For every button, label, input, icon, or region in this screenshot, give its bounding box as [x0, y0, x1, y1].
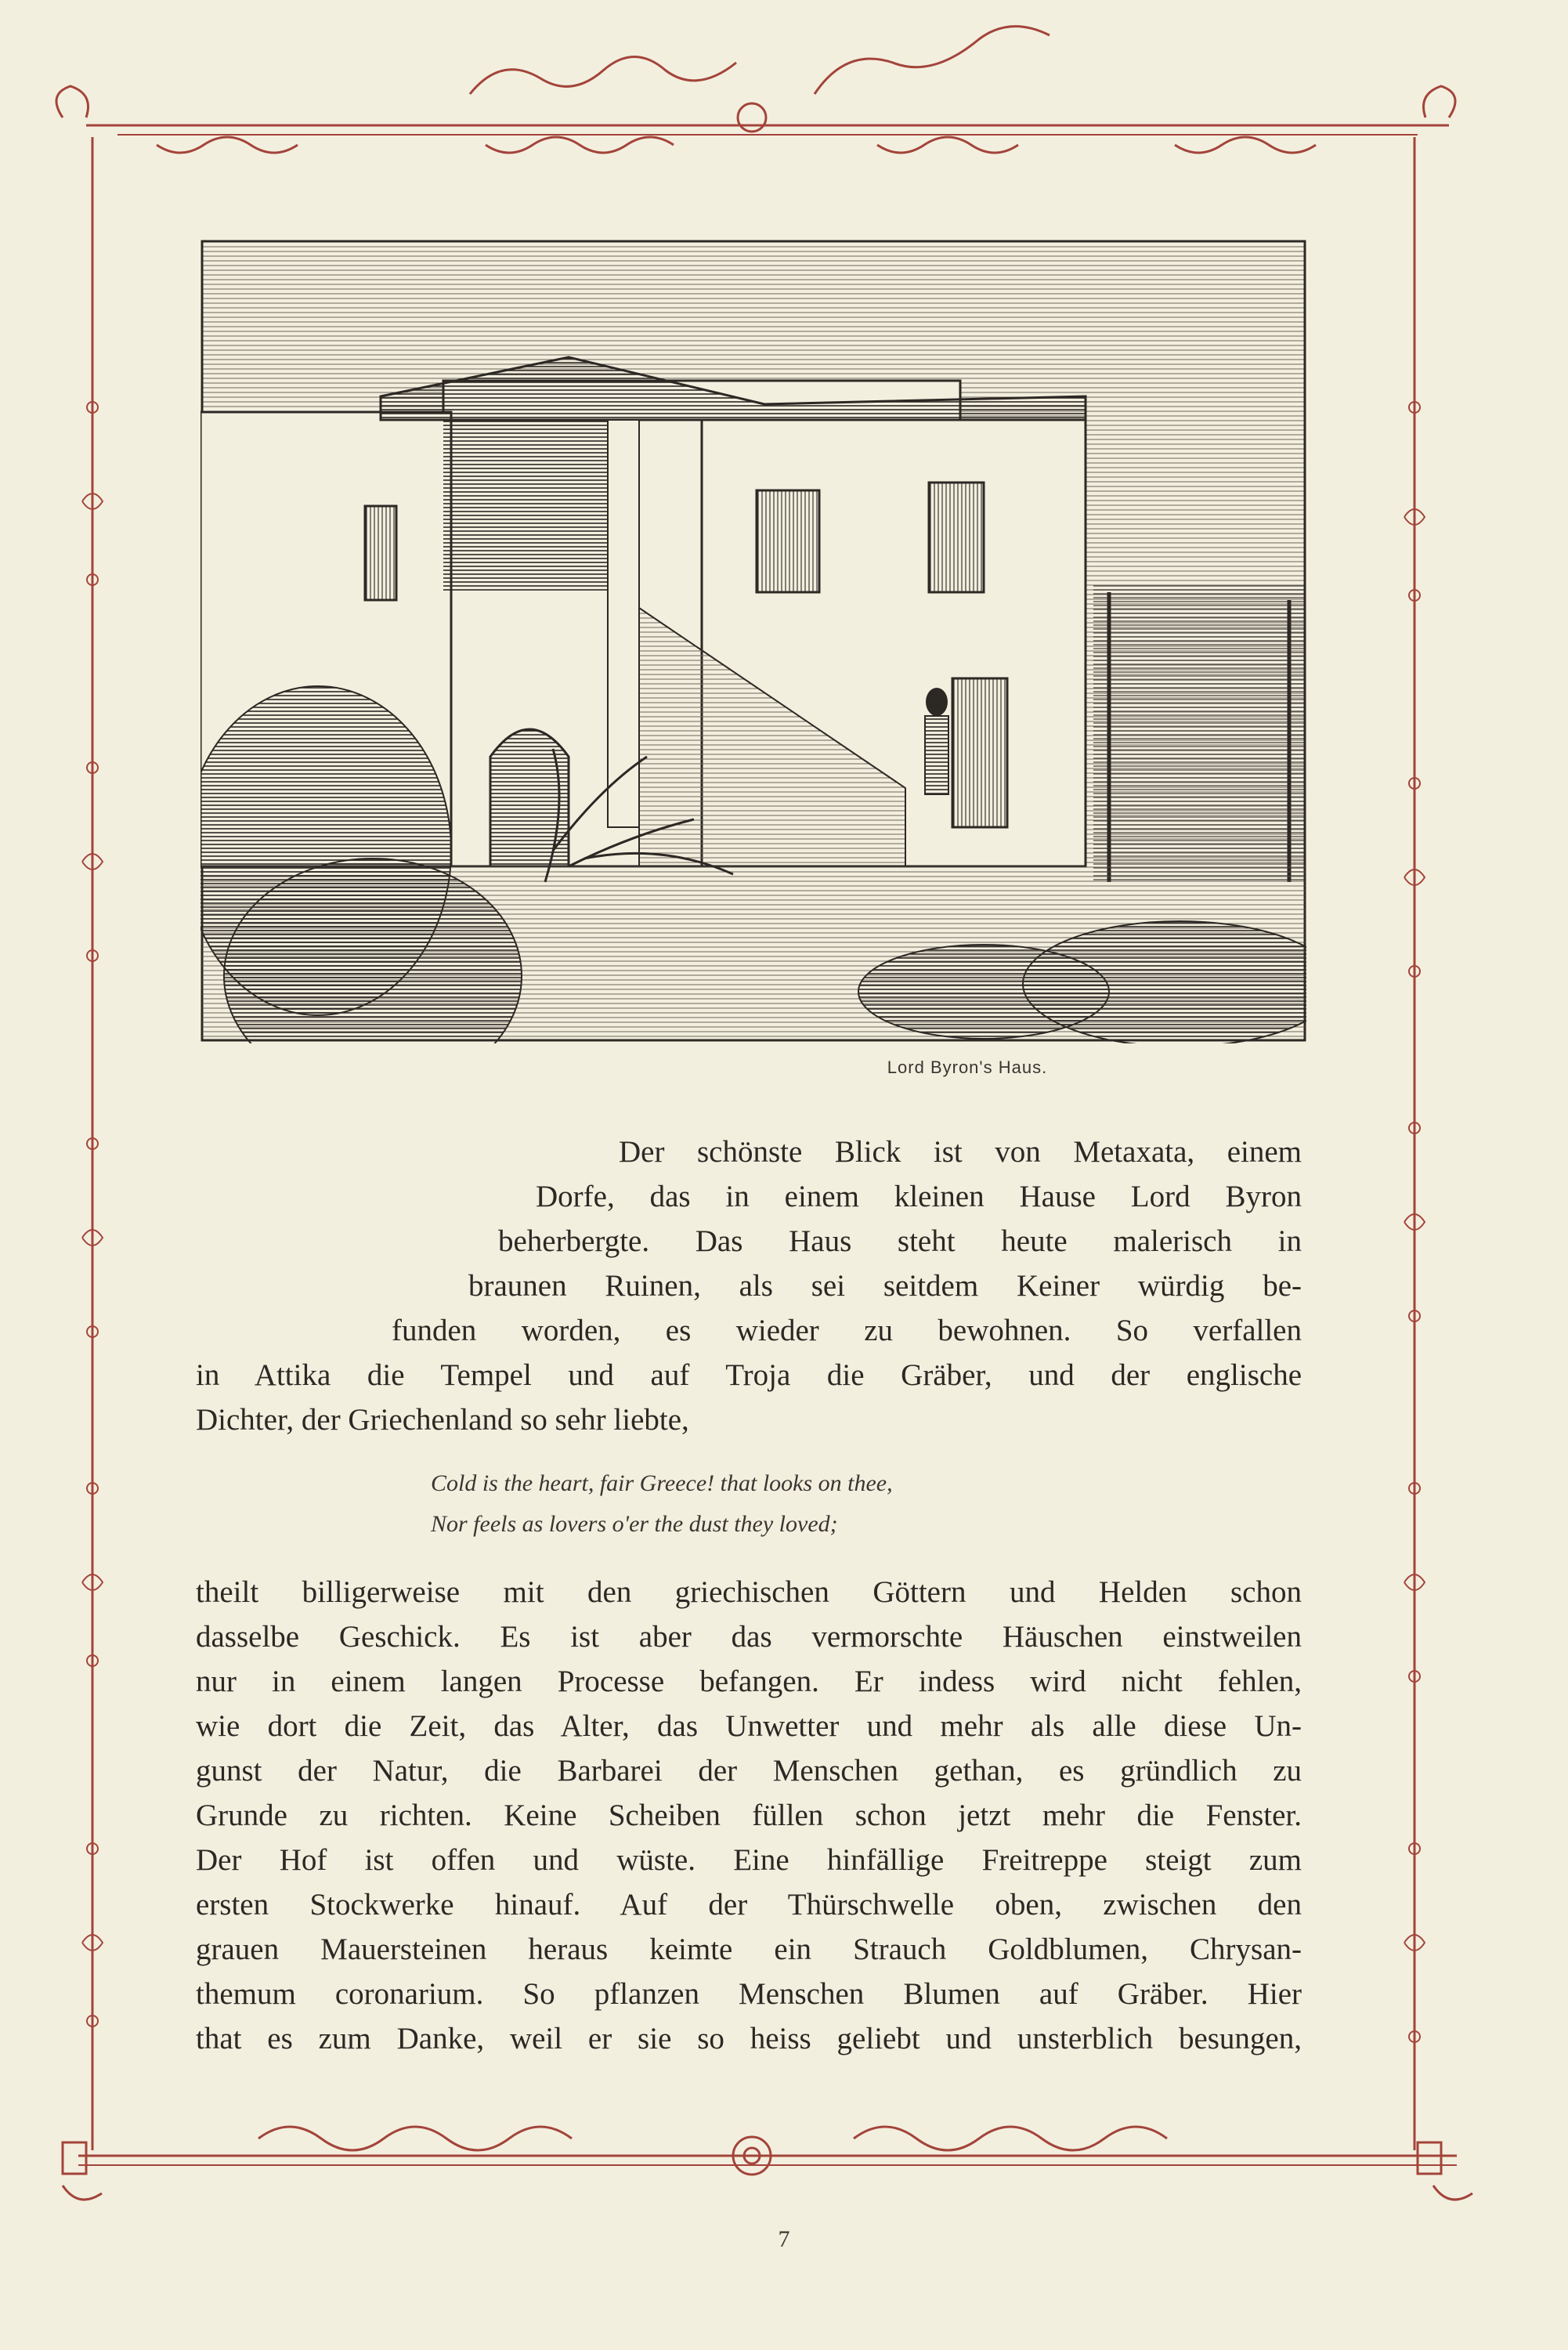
text-line: Dichter, der Griechenland so sehr liebte,	[196, 1403, 689, 1437]
text-line: that es zum Danke, weil er sie so heiss geliebt und unsterblich besungen,	[196, 2022, 1302, 2055]
byron-house-engraving	[201, 240, 1306, 1043]
text-line: Dorfe, das in einem kleinen Hause Lord Byron	[536, 1180, 1302, 1213]
page-number: 7	[778, 2226, 790, 2252]
text-line: nur in einem langen Processe befangen. Er indess wird nicht fehlen,	[196, 1665, 1302, 1698]
verse-line: Nor feels as lovers o'er the dust they loved;	[431, 1511, 838, 1537]
text-line: grauen Mauersteinen heraus keimte ein Strauch Goldblumen, Chrysan-	[196, 1932, 1302, 1966]
text-line: in Attika die Tempel und auf Troja die Gräber, und der englische	[196, 1358, 1302, 1392]
text-line: theilt billigerweise mit den griechischen Göttern und Helden schon	[196, 1575, 1302, 1609]
text-line: Der schönste Blick ist von Metaxata, einem	[619, 1135, 1302, 1169]
text-line: themum coronarium. So pflanzen Menschen Blumen auf Gräber. Hier	[196, 1977, 1302, 2011]
text-line: gunst der Natur, die Barbarei der Menschen gethan, es gründlich zu	[196, 1754, 1302, 1788]
paragraph-2	[196, 1570, 1302, 2061]
text-line: braunen Ruinen, als sei seitdem Keiner würdig be-	[468, 1269, 1302, 1303]
verse-line: Cold is the heart, fair Greece! that looks on thee,	[431, 1470, 893, 1496]
text-line: funden worden, es wieder zu bewohnen. So verfallen	[392, 1314, 1302, 1347]
text-line: Grunde zu richten. Keine Scheiben füllen schon jetzt mehr die Fenster.	[196, 1799, 1302, 1832]
illustration-caption: Lord Byron's Haus.	[887, 1058, 1048, 1077]
text-line: wie dort die Zeit, das Alter, das Unwetter und mehr als alle diese Un-	[196, 1709, 1302, 1743]
verse-quote	[431, 1463, 1136, 1545]
text-line: ersten Stockwerke hinauf. Auf der Thürschwelle oben, zwischen den	[196, 1888, 1302, 1922]
text-line: dasselbe Geschick. Es ist aber das vermorschte Häuschen einstweilen	[196, 1620, 1302, 1654]
text-line: Der Hof ist offen und wüste. Eine hinfällige Freitreppe steigt zum	[196, 1843, 1302, 1877]
text-line: beherbergte. Das Haus steht heute malerisch in	[498, 1224, 1302, 1258]
